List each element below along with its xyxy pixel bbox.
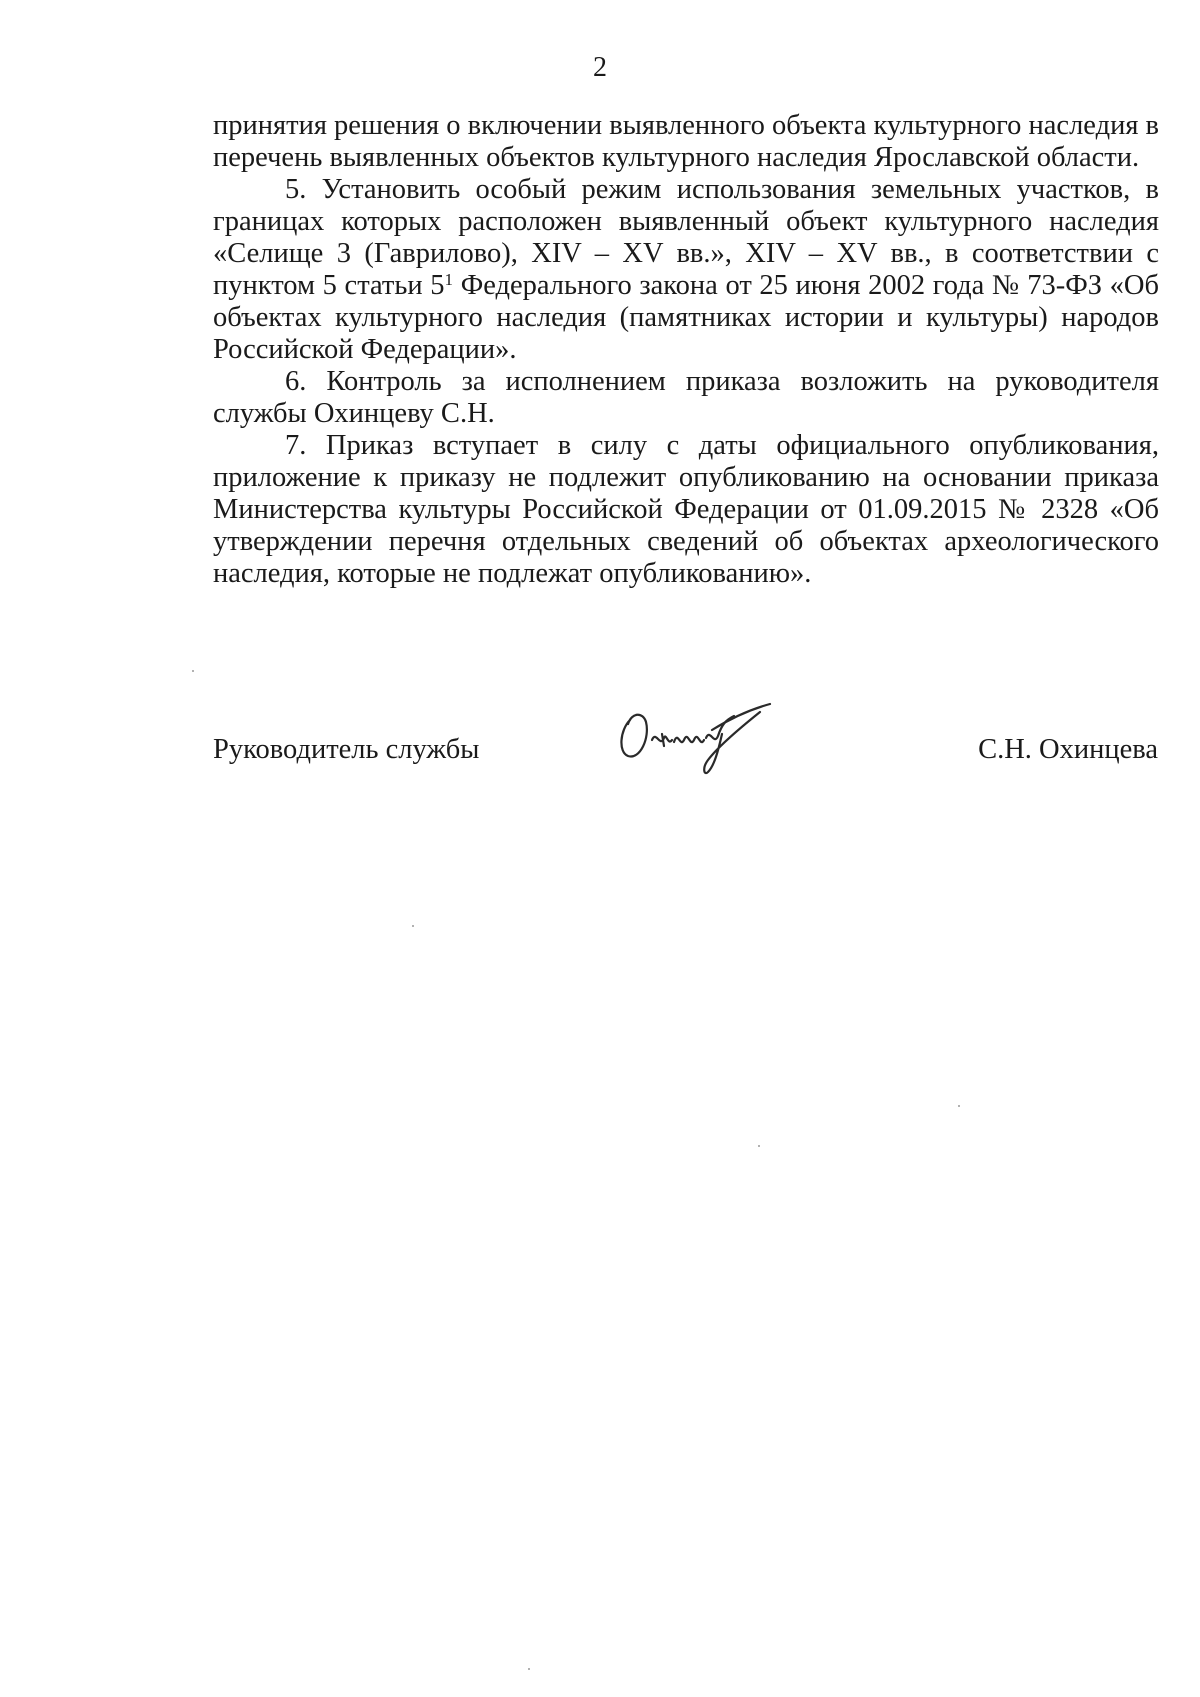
scan-speck: [758, 1145, 760, 1147]
document-body: [213, 110, 1159, 590]
superscript: 1: [444, 269, 454, 289]
scan-speck: [192, 670, 194, 672]
handwritten-signature-icon: [610, 690, 790, 780]
scan-speck: [958, 1105, 960, 1107]
page-number: 2: [593, 52, 607, 83]
paragraph-item-7: 7. Приказ вступает в силу с даты официального опубликования, приложение к приказу не подлежит опубликованию на основании приказа Министерства культуры Российской Федерации от 01.09.2015 № 2328 «Об утверждении перечня отдельных сведений об объектах археологического наследия, которые не подлежат опубликованию».: [213, 430, 1159, 589]
paragraph-item-6: 6. Контроль за исполнением приказа возложить на руководителя службы Охинцеву С.Н.: [213, 366, 1159, 429]
paragraph-continuation: принятия решения о включении выявленного объекта культурного наследия в перечень выявленных объектов культурного наследия Ярославской области.: [213, 110, 1160, 173]
scan-speck: [528, 1668, 530, 1670]
paragraph-5-text: 5. Установить особый режим использования земельных участков, в границах которых расположен выявленный объект культурного наследия «Селище 3 (Гаврилово), XIV – XV вв.», XIV – XV вв., в соответствии с пунктом 5 статьи 5: [213, 174, 1159, 301]
paragraph-5-text-continued: Федерального закона от 25 июня 2002 года № 73-ФЗ «Об объектах культурного наследия (памятниках истории и культуры) народов Российской Федерации».: [213, 270, 1159, 365]
paragraph-item-5: [213, 174, 1159, 366]
scan-speck: [412, 925, 414, 927]
signatory-title: Руководитель службы: [213, 734, 480, 765]
signatory-name: С.Н. Охинцева: [978, 734, 1158, 765]
